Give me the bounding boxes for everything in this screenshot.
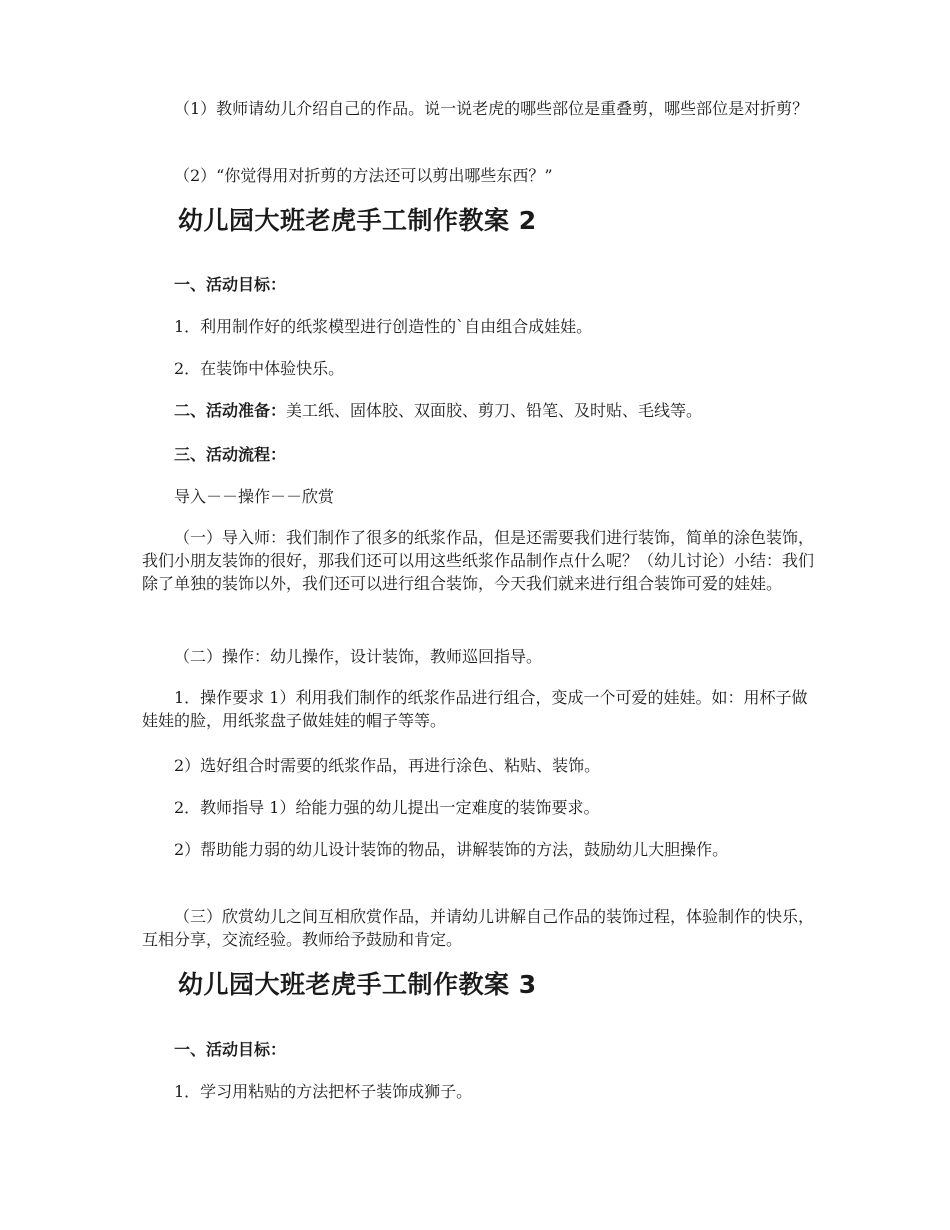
section-process-title: 三、活动流程： — [174, 445, 287, 464]
section-goals-title-3: 一、活动目标： — [174, 1040, 287, 1059]
goal-item-2: 2．在装饰中体验快乐。 — [174, 359, 345, 378]
paragraph-evaluation-2: （2）“你觉得用对折剪的方法还可以剪出哪些东西？” — [174, 166, 553, 185]
heading-lesson-2: 幼儿园大班老虎手工制作教案 2 — [178, 206, 537, 235]
paragraph-guidance-2: 2）帮助能力弱的幼儿设计装饰的物品，讲解装饰的方法，鼓励幼儿大胆操作。 — [174, 840, 729, 859]
section-preparation — [142, 399, 814, 422]
paragraph-operation: （二）操作：幼儿操作，设计装饰，教师巡回指导。 — [174, 647, 543, 666]
paragraph-guidance-1: 2．教师指导 1）给能力强的幼儿提出一定难度的装饰要求。 — [174, 798, 600, 817]
preparation-text: 美工纸、固体胶、双面胶、剪刀、铅笔、及时贴、毛线等。 — [286, 401, 703, 420]
heading-lesson-3: 幼儿园大班老虎手工制作教案 3 — [178, 970, 537, 999]
paragraph-requirement-1: 1．操作要求 1）利用我们制作的纸浆作品进行组合，变成一个可爱的娃娃。如：用杯子做娃娃的脸，用纸浆盘子做娃娃的帽子等等。 — [142, 688, 808, 730]
preparation-label: 二、活动准备： — [174, 401, 287, 420]
paragraph-appreciation: （三）欣赏幼儿之间互相欣赏作品，并请幼儿讲解自己作品的装饰过程，体验制作的快乐，互相分享，交流经验。教师给予鼓励和肯定。 — [142, 907, 815, 949]
paragraph-introduction: （一）导入师：我们制作了很多的纸浆作品，但是还需要我们进行装饰，简单的涂色装饰，我们小朋友装饰的很好，那我们还可以用这些纸浆作品制作点什么呢？（幼儿讨论）小结：我们除了单独的装饰以外，我们还可以进行组合装饰，今天我们就来进行组合装饰可爱的娃娃。 — [142, 528, 815, 593]
paragraph-evaluation-1: （1）教师请幼儿介绍自己的作品。说一说老虎的哪些部位是重叠剪，哪些部位是对折剪？ — [174, 99, 809, 118]
goal-item-1: 1．利用制作好的纸浆模型进行创造性的`自由组合成娃娃。 — [174, 317, 593, 336]
goal-item-3-1: 1．学习用粘贴的方法把杯子装饰成狮子。 — [174, 1082, 473, 1101]
paragraph-requirement-2: 2）选好组合时需要的纸浆作品，再进行涂色、粘贴、装饰。 — [174, 756, 601, 775]
process-flow: 导入－－操作－－欣赏 — [174, 487, 335, 506]
section-goals-title: 一、活动目标： — [174, 275, 287, 294]
